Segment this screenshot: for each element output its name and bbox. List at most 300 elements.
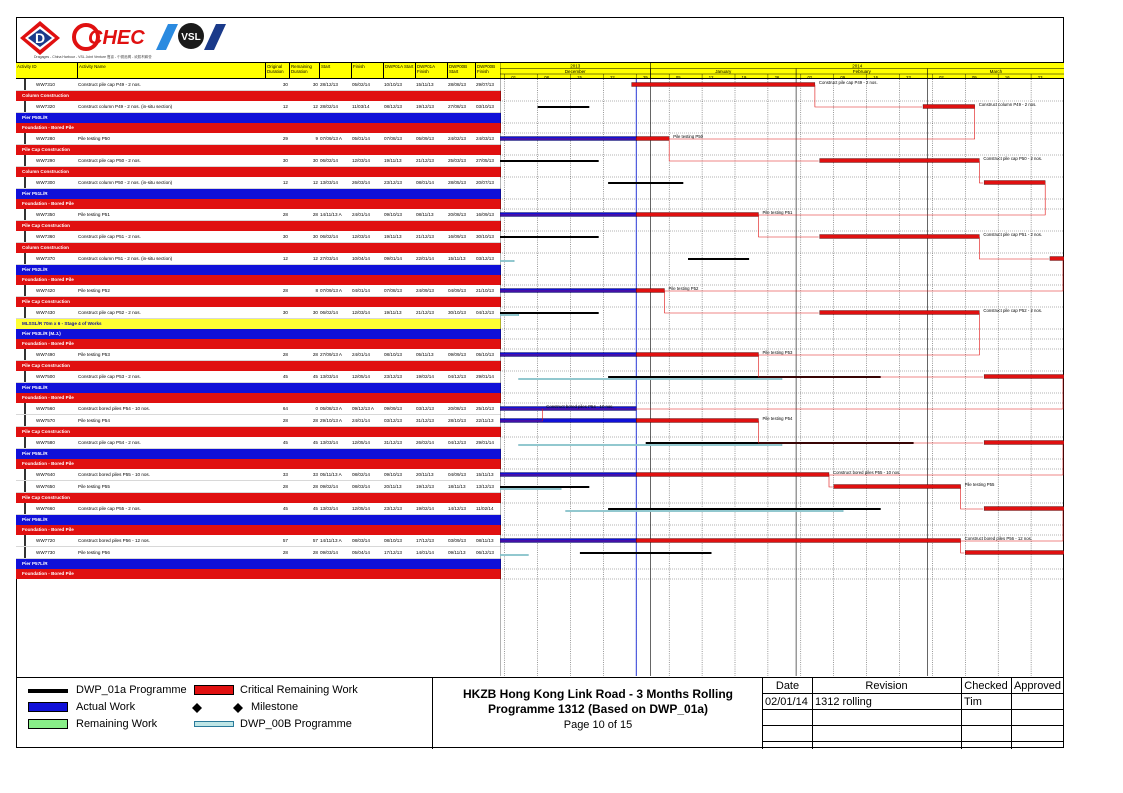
dwp01a-start: 31/12/13 <box>384 440 402 445</box>
wbs-band[interactable] <box>16 427 501 437</box>
activity-name: Pile testing P50 <box>78 136 110 141</box>
start-date: 27/03/14 <box>320 256 338 261</box>
dwp01a-finish: 05/11/13 <box>416 352 434 357</box>
activity-row[interactable] <box>16 231 501 243</box>
month-label: December <box>564 69 586 74</box>
wbs-label: Pier P56L/R <box>22 517 48 522</box>
bar-label: Construct pile cap P51 - 2 nos. <box>983 232 1043 237</box>
dwp00b-start: 09/11/13 <box>448 550 466 555</box>
dwp00b-bar <box>500 554 528 556</box>
relationship-line <box>829 475 833 487</box>
activity-row[interactable] <box>16 349 501 361</box>
critical-remaining-bar[interactable] <box>632 83 815 87</box>
remaining-duration: 0 <box>315 406 318 411</box>
activity-id: WW7500 <box>36 374 55 379</box>
wbs-band[interactable] <box>16 221 501 231</box>
dwp01a-start: 07/08/13 <box>384 136 402 141</box>
activity-id: WW7720 <box>36 538 55 543</box>
activity-row[interactable] <box>16 79 501 91</box>
dwp00b-finish: 20/07/13 <box>476 180 494 185</box>
rev-approved-header: Approved <box>1013 680 1062 692</box>
week-label: 08 <box>544 75 549 79</box>
activity-id: WW7300 <box>36 180 55 185</box>
original-duration: 28 <box>282 352 288 357</box>
dwp00b-finish: 04/12/13 <box>476 310 494 315</box>
activity-row[interactable] <box>16 503 501 515</box>
dwp01a-finish: 26/02/14 <box>416 440 434 445</box>
activity-row[interactable] <box>16 285 501 297</box>
activity-row[interactable] <box>16 415 501 427</box>
wbs-indent-rule <box>24 503 26 514</box>
activity-id: WW7310 <box>36 82 55 87</box>
col-original-duration: Original Duration <box>266 63 290 79</box>
wbs-label: Foundation - Bored Pile <box>22 571 74 576</box>
dwp00b-start: 14/12/13 <box>448 506 466 511</box>
finish-date: 04/01/14 <box>352 288 370 293</box>
activity-name: Pile testing P55 <box>78 484 110 489</box>
critical-remaining-bar[interactable] <box>834 485 961 489</box>
original-duration: 12 <box>282 180 288 185</box>
dwp01a-start: 09/01/14 <box>384 256 402 261</box>
activity-id: WW7660 <box>36 506 55 511</box>
wbs-band[interactable] <box>16 559 501 569</box>
dwp01a-start: 20/11/13 <box>384 484 402 489</box>
wbs-band[interactable] <box>16 243 501 253</box>
wbs-indent-rule <box>24 79 26 90</box>
wbs-label: Foundation - Bored Pile <box>22 341 74 346</box>
revision-table <box>763 678 1064 749</box>
wbs-label: Foundation - Bored Pile <box>22 395 74 400</box>
wbs-label: Pier P55L/R <box>22 451 48 456</box>
actual-work-bar[interactable] <box>500 289 636 293</box>
wbs-band[interactable] <box>16 383 501 393</box>
finish-date: 05/01/14 <box>352 136 370 141</box>
activity-id: WW7570 <box>36 418 55 423</box>
dwp01a-start: 19/11/13 <box>384 158 402 163</box>
wbs-band[interactable] <box>16 393 501 403</box>
dwp01a-bar <box>500 236 599 238</box>
wbs-band[interactable] <box>16 339 501 349</box>
activity-id: WW7580 <box>36 440 55 445</box>
dwp00b-start: 30/10/13 <box>448 310 466 315</box>
original-duration: 33 <box>282 472 288 477</box>
activity-name: Pile testing P51 <box>78 212 110 217</box>
dwp00b-finish: 13/12/13 <box>476 484 494 489</box>
dragages-logo <box>20 21 60 55</box>
activity-name: Construct pile cap P53 - 2 nos. <box>78 374 141 379</box>
dwp00b-bar <box>500 488 561 490</box>
activity-id: WW7560 <box>36 406 55 411</box>
dwp01a-start: 17/12/13 <box>384 550 402 555</box>
relationship-line <box>961 541 965 553</box>
critical-remaining-bar[interactable] <box>1050 257 1064 261</box>
dwp00b-start: 24/02/13 <box>448 136 466 141</box>
week-label: 26 <box>774 75 780 79</box>
activity-row[interactable] <box>16 307 501 319</box>
activity-name: Construct bored piles P54 - 10 nos. <box>78 406 151 411</box>
activity-id: WW7350 <box>36 212 55 217</box>
original-duration: 29 <box>282 136 288 141</box>
wbs-band[interactable] <box>16 569 501 579</box>
dwp01a-start: 03/12/13 <box>384 418 402 423</box>
start-date: 13/03/14 <box>320 440 338 445</box>
activity-name: Construct pile cap P49 - 2 nos. <box>78 82 141 87</box>
finish-date: 26/03/14 <box>352 180 370 185</box>
month-label: February <box>852 69 871 74</box>
wbs-indent-rule <box>24 155 26 166</box>
wbs-band[interactable] <box>16 275 501 285</box>
milestone-icon <box>192 702 248 714</box>
dwp01a-start: 08/10/13 <box>384 352 402 357</box>
critical-remaining-bar[interactable] <box>636 473 829 477</box>
critical-remaining-bar[interactable] <box>965 551 1064 555</box>
actual-work-bar[interactable] <box>500 539 636 543</box>
dwp00b-start: 28/05/13 <box>448 180 466 185</box>
activity-name: Construct pile cap P50 - 2 nos. <box>78 158 141 163</box>
original-duration: 30 <box>282 310 288 315</box>
start-date: 09/02/14 <box>320 484 338 489</box>
bar-label: Construct bored piles P56 - 12 nos. <box>964 536 1032 541</box>
remaining-duration: 57 <box>312 538 318 543</box>
activity-id: WW7290 <box>36 158 55 163</box>
original-duration: 28 <box>282 484 288 489</box>
wbs-label: Foundation - Bored Pile <box>22 461 74 466</box>
activity-row[interactable] <box>16 547 501 559</box>
dwp00b-start: 15/11/13 <box>448 256 466 261</box>
chec-logo <box>72 22 147 52</box>
finish-date: 12/05/14 <box>352 440 370 445</box>
activity-row[interactable] <box>16 403 501 415</box>
finish-date: 24/01/14 <box>352 418 370 423</box>
week-label: 19 <box>741 75 747 79</box>
dwp01a-finish: 21/12/13 <box>416 310 434 315</box>
remaining-duration: 30 <box>312 234 318 239</box>
relationship-line <box>979 161 983 183</box>
wbs-band[interactable] <box>16 525 501 535</box>
activity-row[interactable] <box>16 535 501 547</box>
remaining-duration: 28 <box>312 550 318 555</box>
start-date: 13/03/14 <box>320 374 338 379</box>
logo-bar <box>20 19 500 63</box>
dwp00b-bar <box>519 444 782 446</box>
wbs-label: Pile Cap Construction <box>22 363 70 368</box>
finish-date: 12/03/14 <box>352 310 370 315</box>
wbs-label: Foundation - Bored Pile <box>22 201 74 206</box>
dwp01a-bar <box>538 106 590 108</box>
activity-id: WW7280 <box>36 136 55 141</box>
original-duration: 28 <box>282 418 288 423</box>
start-date: 27/09/13 A <box>320 352 342 357</box>
finish-date: 24/01/14 <box>352 212 370 217</box>
bar-label: Construct bored piles P54 - 10 nos. <box>546 404 614 409</box>
finish-date: 12/05/14 <box>352 506 370 511</box>
activity-row[interactable] <box>16 155 501 167</box>
col-activity-name: Activity Name <box>78 63 266 79</box>
wbs-band[interactable] <box>16 167 501 177</box>
rev-date-header: Date <box>775 680 800 692</box>
relationship-line <box>759 355 984 377</box>
week-label: 12 <box>708 75 714 79</box>
week-label: 16 <box>873 75 878 79</box>
critical-remaining-bar[interactable] <box>636 213 758 217</box>
critical-remaining-bar[interactable] <box>820 311 980 315</box>
critical-remaining-bar[interactable] <box>923 105 975 109</box>
dwp01a-finish: 08/11/13 <box>416 212 434 217</box>
critical-remaining-bar[interactable] <box>636 353 758 357</box>
dwp00b-start: 27/08/13 <box>448 104 466 109</box>
relationship-line <box>665 291 819 313</box>
start-date: 05/11/13 A <box>320 472 342 477</box>
dwp00b-finish: 03/12/13 <box>476 256 494 261</box>
actual-work-bar[interactable] <box>500 473 636 477</box>
wbs-label: Pile Cap Construction <box>22 223 70 228</box>
week-label: 05 <box>675 75 681 79</box>
wbs-indent-rule <box>24 415 26 426</box>
legend-dwp01a-label: DWP_01a Programme <box>76 684 187 696</box>
remaining-duration: 45 <box>312 440 318 445</box>
dwp00b-finish: 29/01/14 <box>476 374 494 379</box>
wbs-band[interactable] <box>16 145 501 155</box>
wbs-band[interactable] <box>16 297 501 307</box>
legend <box>16 678 433 749</box>
activity-id: WW7730 <box>36 550 55 555</box>
actual-work-bar[interactable] <box>500 213 636 217</box>
critical-remaining-bar[interactable] <box>984 181 1045 185</box>
dwp00b-start: 03/09/13 <box>448 538 466 543</box>
activity-row[interactable] <box>16 253 501 265</box>
relationship-line <box>759 421 984 443</box>
finish-date: 24/01/14 <box>352 352 370 357</box>
finish-date: 11/03/14 <box>352 104 370 109</box>
wbs-band[interactable] <box>16 493 501 503</box>
dwp00b-finish: 06/12/13 <box>476 550 494 555</box>
critical-remaining-bar[interactable] <box>636 539 960 543</box>
chec-logo-text: CHEC <box>88 27 145 49</box>
activity-name: Construct column P50 - 2 nos. (in-situ section) <box>78 180 173 185</box>
critical-remaining-bar[interactable] <box>636 289 664 293</box>
wbs-band[interactable] <box>16 449 501 459</box>
dwp01a-finish: 15/11/13 <box>416 82 434 87</box>
dwp00b-start: 16/09/13 <box>448 234 466 239</box>
finish-date: 08/03/14 <box>352 484 370 489</box>
dwp01a-start: 23/12/13 <box>384 374 402 379</box>
rev-checked-value: Tim <box>964 696 982 708</box>
activity-id: WW7370 <box>36 256 55 261</box>
wbs-label: Pile Cap Construction <box>22 429 70 434</box>
dwp00b-bar <box>500 314 519 316</box>
wbs-label: Pier P57L/R <box>22 561 48 566</box>
dwp01a-bar <box>500 312 599 314</box>
activity-name: Construct column P51 - 2 nos. (in-situ section) <box>78 256 173 261</box>
dwp01a-finish: 19/12/13 <box>416 104 434 109</box>
week-label: 09 <box>971 75 977 79</box>
bar-label: Pile testing P50 <box>673 134 704 139</box>
dwp01a-finish: 17/12/13 <box>416 538 434 543</box>
activity-name: Pile testing P54 <box>78 418 110 423</box>
original-duration: 57 <box>282 538 288 543</box>
activity-id: WW7650 <box>36 484 55 489</box>
wbs-band[interactable] <box>16 113 501 123</box>
relationship-line <box>815 85 922 107</box>
col-finish: Finish <box>352 63 384 79</box>
critical-remaining-bar[interactable] <box>820 235 980 239</box>
year-label: 2014 <box>852 63 863 69</box>
col-dwp01a-finish: DWP01A Finish <box>416 63 448 79</box>
wbs-label: Pier P52L/R <box>22 267 48 272</box>
activity-row[interactable] <box>16 101 501 113</box>
relationship-line <box>979 237 1049 259</box>
actual-work-bar[interactable] <box>500 353 636 357</box>
original-duration: 64 <box>282 406 288 411</box>
dwp01a-start: 10/10/13 <box>384 82 402 87</box>
critical-remaining-bar[interactable] <box>984 375 1064 379</box>
wbs-band[interactable] <box>16 515 501 525</box>
dwp00b-start: 20/08/13 <box>448 406 466 411</box>
activity-row[interactable] <box>16 469 501 481</box>
activity-row[interactable] <box>16 209 501 221</box>
dwp00b-start: 28/10/13 <box>448 418 466 423</box>
wbs-indent-rule <box>24 209 26 220</box>
dwp01a-bar <box>500 160 599 162</box>
wbs-band[interactable] <box>16 459 501 469</box>
wbs-label: Pier P50L/R <box>22 115 48 120</box>
wbs-band[interactable] <box>16 189 501 199</box>
critical-remaining-bar[interactable] <box>636 419 758 423</box>
legend-actual-swatch <box>28 702 68 712</box>
wbs-label: Column Construction <box>22 245 69 250</box>
legend-actual-label: Actual Work <box>76 701 136 713</box>
dwp00b-finish: 25/10/13 <box>476 406 494 411</box>
activity-row[interactable] <box>16 481 501 493</box>
col-activity-id: Activity ID <box>16 63 78 79</box>
dwp01a-finish: 19/02/14 <box>416 506 434 511</box>
dwp01a-finish: 22/01/14 <box>416 256 434 261</box>
wbs-band[interactable] <box>16 199 501 209</box>
dwp00b-start: 09/09/13 <box>448 352 466 357</box>
col-dwp00b-start: DWP00B Start <box>448 63 476 79</box>
dwp00b-bar <box>566 510 843 512</box>
page-number: Page 10 of 15 <box>563 719 633 731</box>
critical-remaining-bar[interactable] <box>820 159 980 163</box>
original-duration: 12 <box>282 256 288 261</box>
actual-work-bar[interactable] <box>500 419 636 423</box>
wbs-band[interactable] <box>16 319 501 329</box>
wbs-band[interactable] <box>16 265 501 275</box>
week-label: 15 <box>577 75 582 79</box>
vsl-logo-text: VSL <box>181 32 201 43</box>
wbs-band[interactable] <box>16 123 501 133</box>
wbs-indent-rule <box>24 101 26 112</box>
legend-dwp01a-swatch <box>28 689 68 693</box>
wbs-band[interactable] <box>16 329 501 339</box>
dwp00b-finish: 29/07/13 <box>476 82 494 87</box>
wbs-band[interactable] <box>16 361 501 371</box>
dwp01a-start: 08/12/13 <box>384 104 402 109</box>
dwp01a-start: 09/10/13 <box>384 212 402 217</box>
dwp01a-start: 08/10/13 <box>384 538 402 543</box>
legend-critical-label: Critical Remaining Work <box>240 684 358 696</box>
remaining-duration: 12 <box>312 104 318 109</box>
wbs-indent-rule <box>24 403 26 414</box>
critical-remaining-bar[interactable] <box>984 507 1064 511</box>
dwp00b-start: 04/12/13 <box>448 374 466 379</box>
start-date: 07/09/13 A <box>320 288 342 293</box>
dwp00b-start: 04/09/13 <box>448 288 466 293</box>
wbs-label: Foundation - Bored Pile <box>22 125 74 130</box>
remaining-duration: 30 <box>312 82 318 87</box>
critical-remaining-bar[interactable] <box>636 137 669 141</box>
rev-revision-header: Revision <box>865 680 908 692</box>
activity-row[interactable] <box>16 133 501 145</box>
start-date: 29/10/13 A <box>320 418 342 423</box>
finish-date: 09/12/13 A <box>352 406 374 411</box>
gantt-timescale <box>500 62 1064 79</box>
wbs-indent-rule <box>24 371 26 382</box>
activity-row[interactable] <box>16 371 501 383</box>
wbs-indent-rule <box>24 307 26 318</box>
dwp00b-start: 04/09/13 <box>448 472 466 477</box>
dwp00b-finish: 11/02/14 <box>476 506 494 511</box>
week-label: 22 <box>610 75 615 79</box>
start-date: 13/03/14 <box>320 506 338 511</box>
wbs-indent-rule <box>24 253 26 264</box>
finish-date: 05/02/14 <box>352 82 370 87</box>
wbs-band[interactable] <box>16 91 501 101</box>
dwp00b-finish: 27/05/13 <box>476 158 494 163</box>
month-label: March <box>989 69 1003 74</box>
start-date: 06/02/14 <box>320 310 338 315</box>
activity-id: WW7420 <box>36 288 55 293</box>
activity-row[interactable] <box>16 177 501 189</box>
bar-label: Pile testing P55 <box>964 482 995 487</box>
activity-name: Construct column P49 - 2 nos. (in-situ section) <box>78 104 173 109</box>
week-label: 09 <box>840 75 846 79</box>
remaining-duration: 8 <box>315 288 318 293</box>
dwp01a-finish: 19/12/13 <box>416 484 434 489</box>
dwp01a-bar <box>500 486 589 488</box>
finish-date: 12/03/14 <box>352 158 370 163</box>
dwp01a-finish: 14/01/14 <box>416 550 434 555</box>
activity-row[interactable] <box>16 437 501 449</box>
gantt-chart <box>500 79 1064 676</box>
finish-date: 05/04/14 <box>352 550 370 555</box>
dragages-logo-letter: D <box>34 30 46 46</box>
critical-remaining-bar[interactable] <box>984 441 1064 445</box>
wbs-label: Foundation - Bored Pile <box>22 277 74 282</box>
start-date: 28/02/14 <box>320 104 338 109</box>
dwp01a-finish: 21/12/13 <box>416 234 434 239</box>
original-duration: 30 <box>282 82 288 87</box>
start-date: 14/11/13 A <box>320 212 342 217</box>
dwp00b-finish: 03/10/13 <box>476 104 494 109</box>
actual-work-bar[interactable] <box>500 137 636 141</box>
finish-date: 08/03/14 <box>352 538 370 543</box>
remaining-duration: 12 <box>312 180 318 185</box>
dwp01a-finish: 03/12/13 <box>416 406 434 411</box>
wbs-indent-rule <box>24 177 26 188</box>
dwp01a-start: 07/08/13 <box>384 288 402 293</box>
wbs-label: Pier P51L/R <box>22 191 48 196</box>
activity-name: Construct pile cap P51 - 2 nos. <box>78 234 141 239</box>
original-duration: 28 <box>282 288 288 293</box>
remaining-duration: 28 <box>312 484 318 489</box>
dwp00b-start: 20/08/13 <box>448 212 466 217</box>
activity-name: Construct pile cap P55 - 2 nos. <box>78 506 141 511</box>
legend-critical-swatch <box>194 685 234 695</box>
dwp00b-finish: 05/10/13 <box>476 352 494 357</box>
dwp01a-finish: 19/02/14 <box>416 374 434 379</box>
activity-id: WW7360 <box>36 234 55 239</box>
